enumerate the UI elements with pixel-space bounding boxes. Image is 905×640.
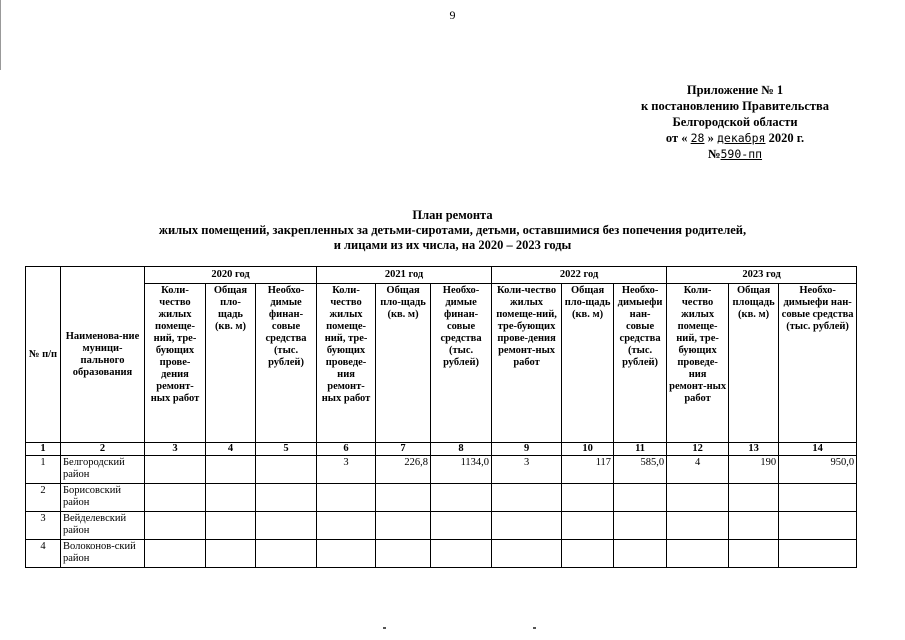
header-number: № п/п bbox=[26, 267, 61, 443]
table-row bbox=[26, 512, 857, 540]
subheader-1-2: Необхо-димые финан-совые средства (тыс. рублей) bbox=[431, 284, 492, 443]
table-cell bbox=[206, 512, 256, 540]
table-cell bbox=[779, 512, 857, 540]
subheader-3-1: Общая площадь (кв. м) bbox=[729, 284, 779, 443]
table-cell bbox=[376, 512, 431, 540]
row-number: 4 bbox=[26, 540, 61, 568]
subheader-0-1: Общая пло-щадь (кв. м) bbox=[206, 284, 256, 443]
table-cell: 4 bbox=[667, 456, 729, 484]
municipality-name: Волоконов-ский район bbox=[61, 540, 145, 568]
scan-speck bbox=[383, 627, 386, 629]
table-cell bbox=[145, 540, 206, 568]
table-cell bbox=[256, 540, 317, 568]
table-cell bbox=[667, 484, 729, 512]
column-number: 10 bbox=[562, 443, 614, 456]
table-cell: 1134,0 bbox=[431, 456, 492, 484]
table-cell bbox=[206, 484, 256, 512]
table-cell: 226,8 bbox=[376, 456, 431, 484]
header-row-years bbox=[26, 267, 857, 284]
subheader-0-2: Необхо-димые финан-совые средства (тыс. рублей) bbox=[256, 284, 317, 443]
table-cell: 3 bbox=[492, 456, 562, 484]
appendix-line-resolution: к постановлению Правительства bbox=[640, 99, 830, 113]
date-mid: » bbox=[707, 131, 714, 145]
table-cell bbox=[614, 484, 667, 512]
table-cell bbox=[376, 540, 431, 568]
header-municipality: Наименова-ние муници-пального образования bbox=[61, 267, 145, 443]
header-year-3: 2023 год bbox=[667, 267, 857, 284]
date-day: 28 bbox=[690, 131, 705, 145]
subheader-3-2: Необхо-димыефи нан-совые средства (тыс. рублей) bbox=[779, 284, 857, 443]
table-cell: 3 bbox=[317, 456, 376, 484]
table-cell: 190 bbox=[729, 456, 779, 484]
subheader-2-2: Необхо-димыефи нан-совые средства (тыс. рублей) bbox=[614, 284, 667, 443]
table-cell bbox=[729, 484, 779, 512]
table-cell bbox=[317, 512, 376, 540]
table-cell: 585,0 bbox=[614, 456, 667, 484]
table-cell bbox=[206, 540, 256, 568]
table-cell: 117 bbox=[562, 456, 614, 484]
table-cell bbox=[145, 484, 206, 512]
table-row bbox=[26, 456, 857, 484]
table-cell bbox=[431, 512, 492, 540]
table-cell bbox=[779, 484, 857, 512]
plan-title-line1: План ремонта bbox=[412, 208, 493, 222]
municipality-name: Белгородский район bbox=[61, 456, 145, 484]
column-number: 13 bbox=[729, 443, 779, 456]
table-cell bbox=[779, 540, 857, 568]
header-row-column-numbers bbox=[26, 443, 857, 456]
table-cell bbox=[492, 512, 562, 540]
date-prefix: от « bbox=[665, 131, 688, 145]
column-number: 6 bbox=[317, 443, 376, 456]
table-cell bbox=[317, 484, 376, 512]
table-cell bbox=[562, 484, 614, 512]
plan-title-line3: и лицами из их числа, на 2020 – 2023 годы bbox=[333, 238, 572, 252]
table-cell bbox=[376, 484, 431, 512]
date-year: 2020 г. bbox=[768, 131, 805, 145]
table-cell bbox=[492, 540, 562, 568]
column-number: 12 bbox=[667, 443, 729, 456]
row-number: 2 bbox=[26, 484, 61, 512]
table-cell: 950,0 bbox=[779, 456, 857, 484]
table-cell bbox=[614, 512, 667, 540]
table-cell bbox=[431, 540, 492, 568]
municipality-name: Борисовский район bbox=[61, 484, 145, 512]
column-number: 4 bbox=[206, 443, 256, 456]
table-cell bbox=[317, 540, 376, 568]
subheader-1-0: Коли-чество жилых помеще-ний, тре-бующих проведе-ния ремонт-ных работ bbox=[317, 284, 376, 443]
table-cell bbox=[256, 512, 317, 540]
table-cell bbox=[729, 540, 779, 568]
municipality-name: Вейделевский район bbox=[61, 512, 145, 540]
table-cell bbox=[206, 456, 256, 484]
table-cell bbox=[562, 512, 614, 540]
number-prefix: № bbox=[707, 147, 721, 161]
page-number: 9 bbox=[449, 8, 456, 22]
table-cell bbox=[729, 512, 779, 540]
column-number: 1 bbox=[26, 443, 61, 456]
repair-plan-table bbox=[25, 266, 857, 568]
row-number: 3 bbox=[26, 512, 61, 540]
plan-title-line2: жилых помещений, закрепленных за детьми-сиротами, детьми, оставшимися без попечения родителей, bbox=[158, 223, 747, 237]
header-year-2: 2022 год bbox=[492, 267, 667, 284]
column-number: 5 bbox=[256, 443, 317, 456]
column-number: 2 bbox=[61, 443, 145, 456]
column-number: 7 bbox=[376, 443, 431, 456]
table-cell bbox=[256, 484, 317, 512]
subheader-2-0: Коли-чество жилых помеще-ний, тре-бующих прове-дения ремонт-ных работ bbox=[492, 284, 562, 443]
appendix-block bbox=[600, 82, 870, 162]
table-row bbox=[26, 540, 857, 568]
table-cell bbox=[145, 512, 206, 540]
row-number: 1 bbox=[26, 456, 61, 484]
subheader-3-0: Коли-чество жилых помеще-ний, тре-бующих проведе-ния ремонт-ных работ bbox=[667, 284, 729, 443]
table-cell bbox=[614, 540, 667, 568]
header-year-1: 2021 год bbox=[317, 267, 492, 284]
appendix-number-line bbox=[600, 146, 870, 162]
table-cell bbox=[667, 540, 729, 568]
column-number: 8 bbox=[431, 443, 492, 456]
column-number: 11 bbox=[614, 443, 667, 456]
appendix-date-line bbox=[600, 130, 870, 146]
table-cell bbox=[431, 484, 492, 512]
subheader-2-1: Общая пло-щадь (кв. м) bbox=[562, 284, 614, 443]
table-cell bbox=[256, 456, 317, 484]
table-cell bbox=[667, 512, 729, 540]
table-cell bbox=[492, 484, 562, 512]
header-year-0: 2020 год bbox=[145, 267, 317, 284]
plan-title bbox=[0, 208, 905, 253]
table-row bbox=[26, 484, 857, 512]
subheader-0-0: Коли-чество жилых помеще-ний, тре-бующих прове-дения ремонт-ных работ bbox=[145, 284, 206, 443]
scan-speck bbox=[533, 627, 536, 629]
appendix-line-region: Белгородской области bbox=[672, 115, 798, 129]
resolution-number: 590-пп bbox=[720, 147, 763, 161]
table-cell bbox=[145, 456, 206, 484]
appendix-title: Приложение № 1 bbox=[686, 83, 784, 97]
subheader-1-1: Общая пло-щадь (кв. м) bbox=[376, 284, 431, 443]
column-number: 3 bbox=[145, 443, 206, 456]
table-cell bbox=[562, 540, 614, 568]
date-month: декабря bbox=[716, 131, 766, 145]
column-number: 9 bbox=[492, 443, 562, 456]
header-row-subheaders bbox=[26, 284, 857, 443]
column-number: 14 bbox=[779, 443, 857, 456]
